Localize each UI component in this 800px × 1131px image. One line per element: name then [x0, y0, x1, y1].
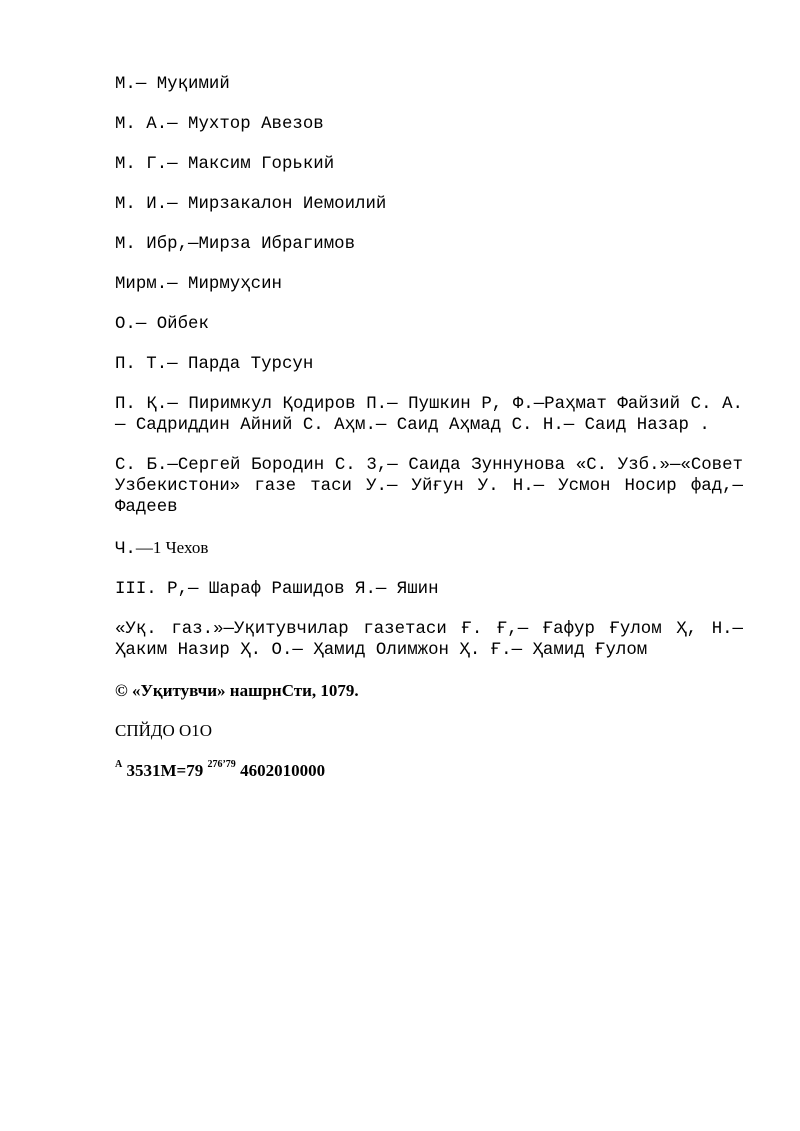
- abbreviation-entry: М.— Муқимий: [115, 75, 230, 94]
- copyright-line: © «Уқитувчи» нашрнСти, 1079.: [115, 681, 359, 700]
- abbreviation-entry: П. Т.— Парда Турсун: [115, 355, 314, 374]
- abbreviation-paragraph: «Уқ. газ.»—Уқитувчилар газетаси Ғ. Ғ,— Ғафур Ғулом Ҳ, Н.— Ҳаким Назир Ҳ. О.— Ҳамид Олимжон Ҳ. Ғ.— Ҳамид Ғулом: [115, 620, 743, 660]
- abbreviation-paragraph: П. Қ.— Пиримкул Қодиров П.— Пушкин Р, Ф.—Раҳмат Файзий С. А.— Садриддин Айний С. Аҳм.— Саид Аҳмад С. Н.— Саид Назар .: [115, 395, 743, 435]
- abbreviation-entry: М. Ибр,—Мирза Ибрагимов: [115, 235, 356, 254]
- isbn-line: [115, 760, 743, 781]
- abbreviation-entry: О.— Ойбек: [115, 315, 209, 334]
- abbreviation-entry: Мирм.— Мирмуҳсин: [115, 275, 282, 294]
- chekhov-prefix: Ч.: [115, 540, 136, 559]
- abbreviation-entry: М. И.— Мирзакалон Иемоилий: [115, 195, 387, 214]
- abbreviation-entry: М. Г.— Максим Горький: [115, 155, 335, 174]
- isbn-prefix: А: [115, 759, 123, 771]
- abbreviation-entry-chekhov: [115, 537, 743, 560]
- isbn-main: 3531М=79: [126, 761, 204, 780]
- abbreviation-entry: М. А.— Мухтор Авезов: [115, 115, 324, 134]
- abbreviation-list: [115, 74, 743, 800]
- isbn-sup: 276’79: [207, 759, 236, 771]
- chekhov-text: —1 Чехов: [135, 538, 209, 557]
- abbreviation-paragraph: С. Б.—Сергей Бородин С. 3,— Саида Зуннунова «С. Узб.»—«Совет Узбекистони» газе таси У.— Уйғун У. Н.— Усмон Носир фад,— Фадеев: [115, 456, 743, 517]
- isbn-tail: 4602010000: [240, 761, 326, 780]
- code-line: СПЙДО О1О: [115, 721, 213, 740]
- abbreviation-entry: III. Р,— Шараф Рашидов Я.— Яшин: [115, 580, 439, 599]
